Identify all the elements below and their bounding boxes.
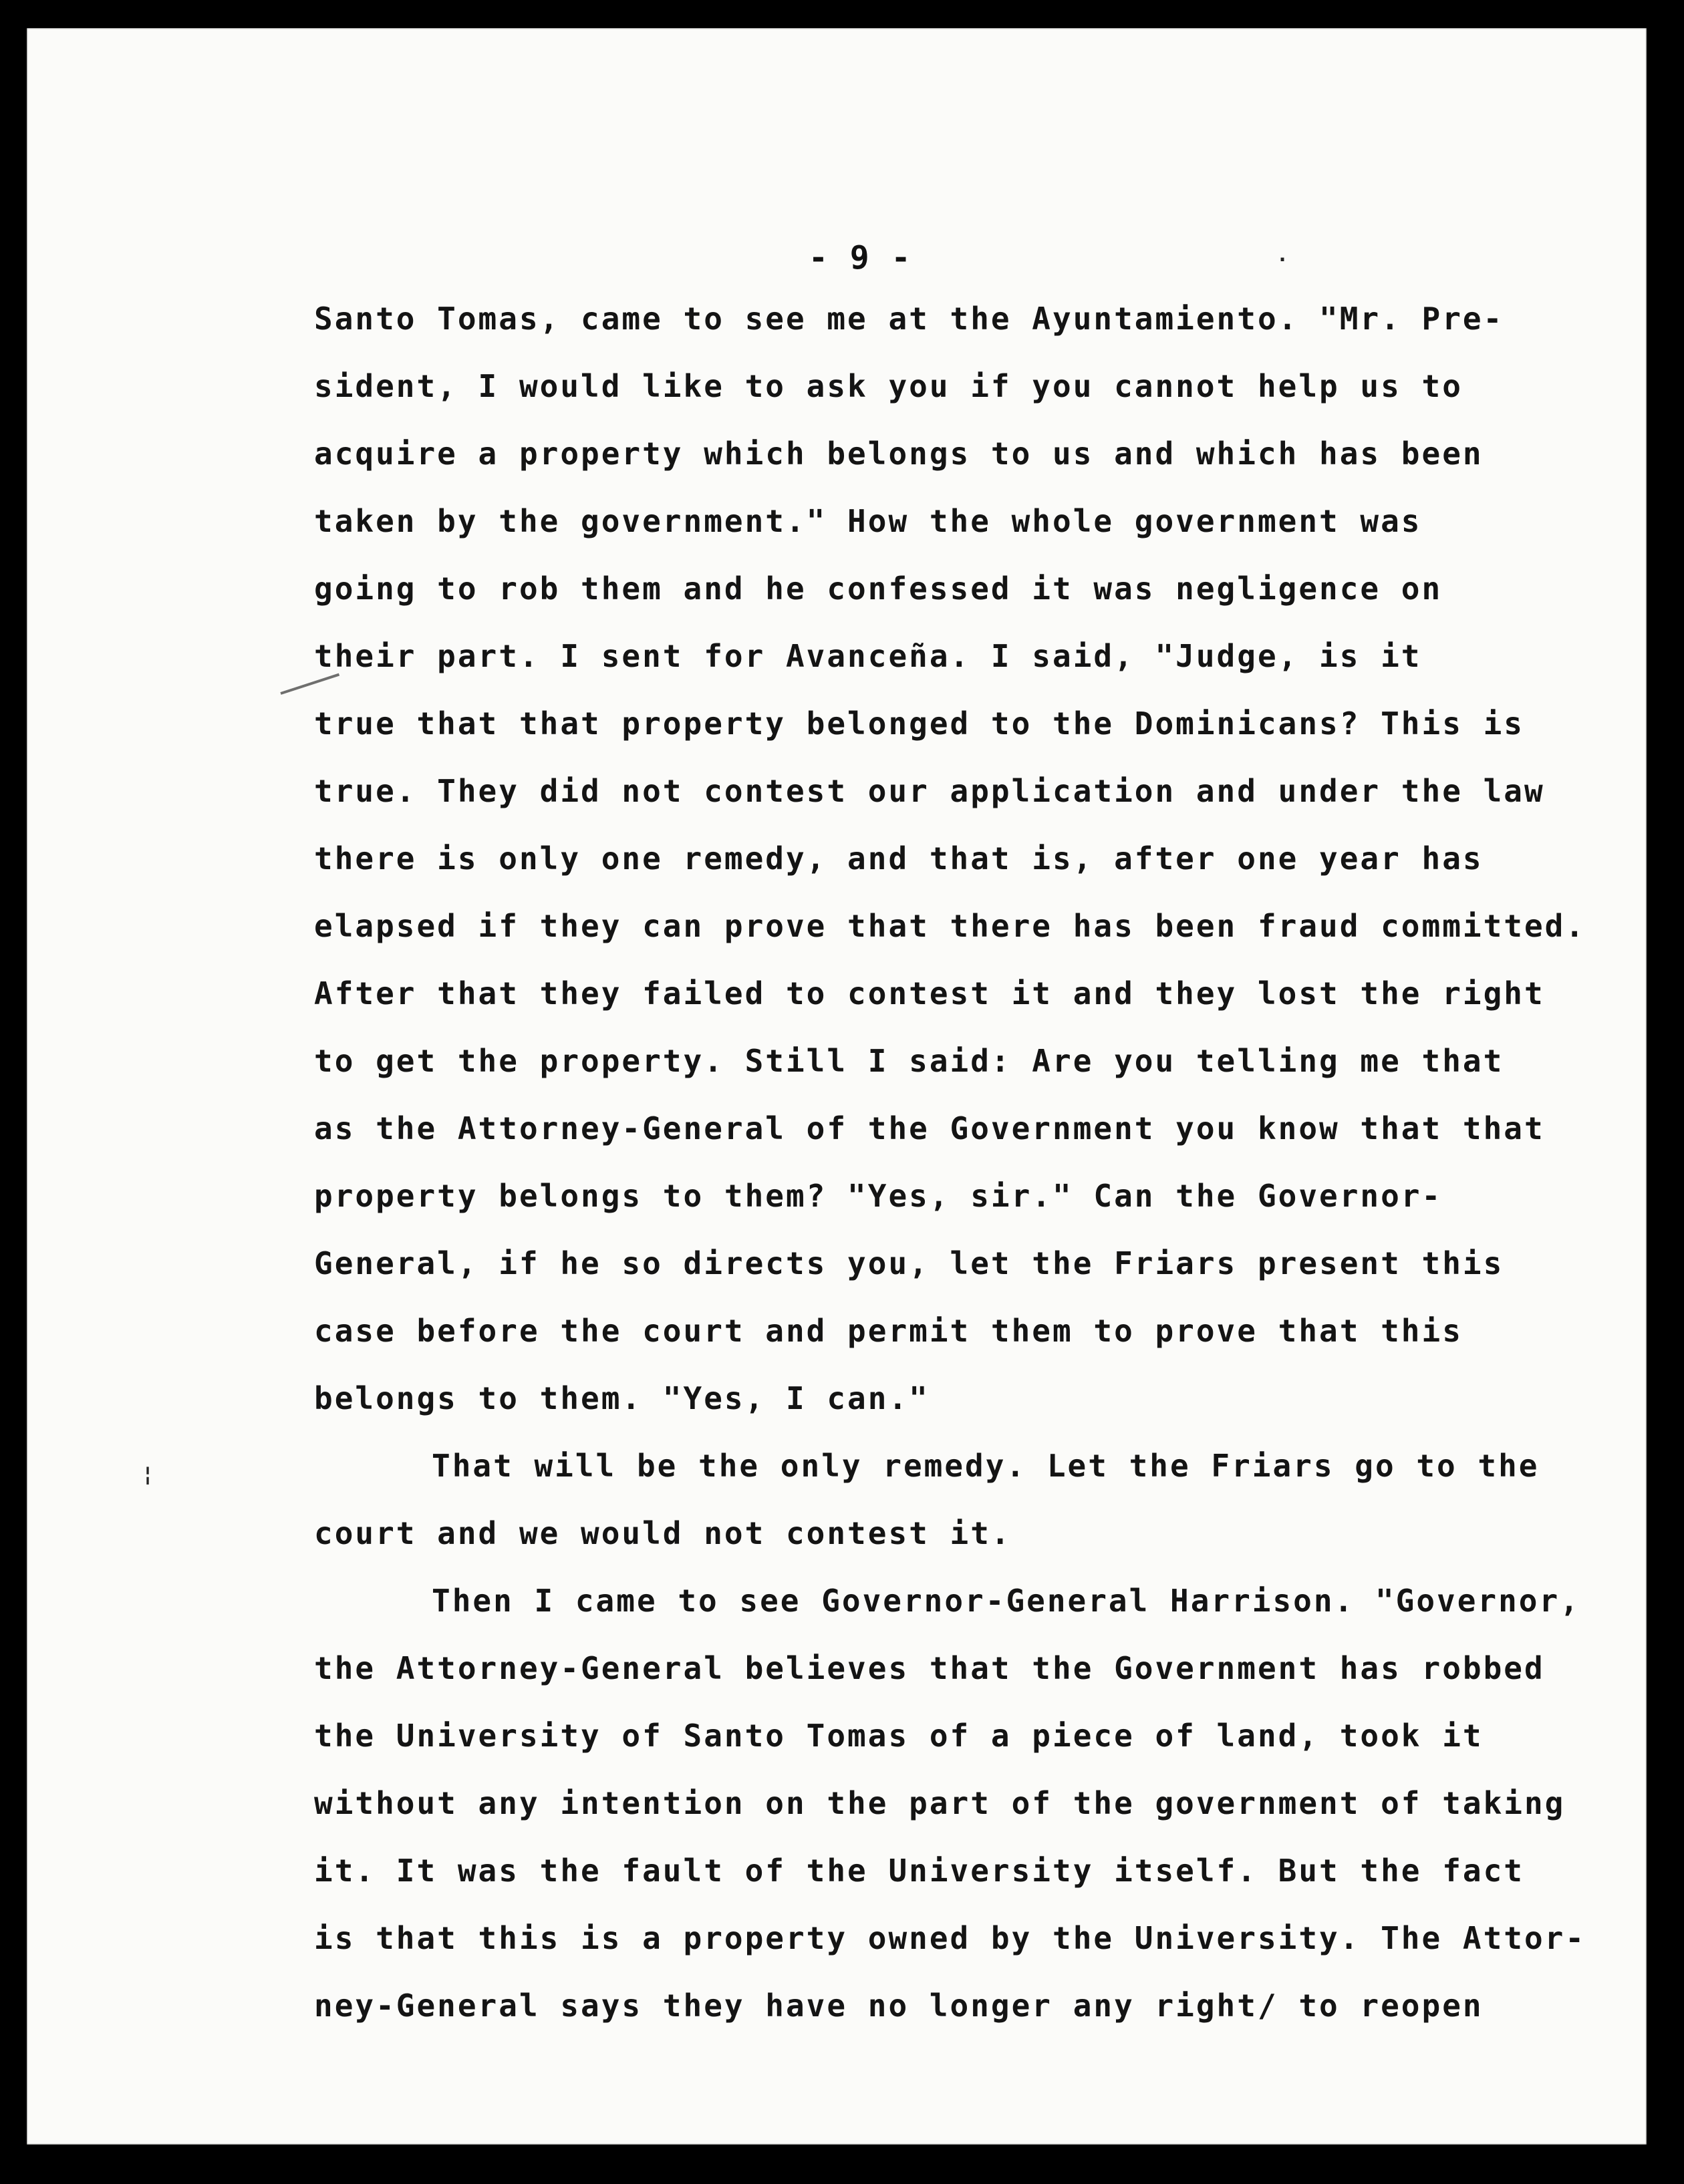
text-line: court and we would not contest it. [314,1515,1012,1551]
text-line: the Attorney-General believes that the Government has robbed [314,1650,1545,1686]
text-line: belongs to them. "Yes, I can." [314,1380,930,1416]
text-line: to get the property. Still I said: Are you telling me that [314,1043,1504,1079]
text-line: their part. I sent for Avanceña. I said, "Judge, is it [314,638,1422,674]
text-line: sident, I would like to ask you if you cannot help us to [314,368,1463,404]
pencil-mark [280,673,339,695]
text-line: That will be the only remedy. Let the Friars go to the [432,1448,1540,1484]
text-line: acquire a property which belongs to us and which has been [314,436,1484,472]
text-line: is that this is a property owned by the University. The Attor- [314,1920,1586,1956]
page-number: - 9 - [809,239,912,277]
text-line: After that they failed to contest it and they lost the right [314,975,1545,1011]
text-line: case before the court and permit them to prove that this [314,1313,1463,1349]
margin-speck: · [1276,249,1289,272]
document-page [27,28,1647,2145]
text-line: ney-General says they have no longer any right/ to reopen [314,1988,1484,2024]
text-line: going to rob them and he confessed it was negligence on [314,571,1443,607]
text-line: true. They did not contest our application and under the law [314,773,1545,809]
text-line: true that that property belonged to the Dominicans? This is [314,706,1524,742]
margin-speck: ¦ [142,1463,154,1487]
text-line: General, if he so directs you, let the Friars present this [314,1245,1504,1281]
text-line: property belongs to them? "Yes, sir." Can the Governor- [314,1178,1443,1214]
text-line: taken by the government." How the whole government was [314,503,1422,539]
text-line: without any intention on the part of the government of taking [314,1785,1566,1821]
text-line: elapsed if they can prove that there has been fraud committed. [314,908,1586,944]
text-line: the University of Santo Tomas of a piece of land, took it [314,1718,1484,1754]
text-line: it. It was the fault of the University itself. But the fact [314,1853,1524,1889]
text-line: as the Attorney-General of the Government you know that that [314,1110,1545,1146]
text-line: Then I came to see Governor-General Harrison. "Governor, [432,1583,1580,1619]
text-line: there is only one remedy, and that is, after one year has [314,840,1484,877]
text-line: Santo Tomas, came to see me at the Ayuntamiento. "Mr. Pre- [314,301,1504,337]
